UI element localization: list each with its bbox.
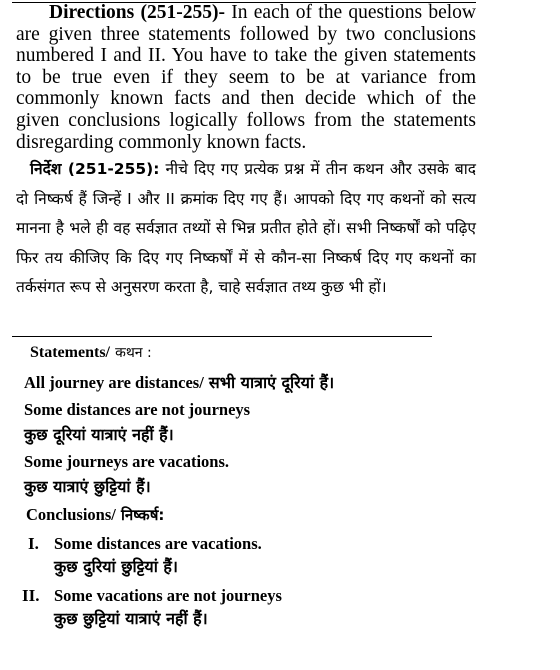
conclusion-1-hi: कुछ दुरियां छुट्टियां हैं। xyxy=(54,557,178,576)
statement-2-en: Some distances are not journeys xyxy=(24,400,251,419)
statements-label-hi: कथन : xyxy=(115,345,152,361)
conclusions-label-en: Conclusions/ xyxy=(26,505,116,524)
section-divider xyxy=(12,336,432,337)
conclusion-1-en-line xyxy=(54,534,262,554)
hindi-directions-heading: निर्देश (251-255): xyxy=(30,160,160,178)
statement-3-en: Some journeys are vacations. xyxy=(24,452,230,471)
statement-2-hi-line xyxy=(24,423,174,445)
conclusion-1-number: I. xyxy=(28,534,39,553)
directions-hindi xyxy=(16,155,476,303)
statements-label-en: Statements/ xyxy=(30,344,110,361)
conclusion-2-hi: कुछ छुट्टियां यात्राएं नहीं हैं। xyxy=(54,609,208,628)
conclusion-2-number: II. xyxy=(22,586,40,605)
statement-1-en: All journey are distances/ xyxy=(24,373,204,392)
directions-body: In each of the questions below are given three statements followed by two conclusions numbered I and II. You have to take the given statements to be true even if they seem to be at variance from commonly known facts and then decide which of the given conclusions logically follows from the statements disregarding commonly known facts. xyxy=(16,2,476,153)
conclusion-1-en: Some distances are vacations. xyxy=(54,534,262,553)
statement-3-hi: कुछ यात्राएं छुट्टियां हैं। xyxy=(24,477,151,496)
statement-1 xyxy=(24,371,334,393)
statement-3-en-line xyxy=(24,452,229,472)
conclusion-2-hi-line xyxy=(54,607,208,629)
directions-heading: Directions (251-255)- xyxy=(49,2,225,23)
conclusion-2-en-line xyxy=(54,586,282,606)
statement-2-en-line xyxy=(24,400,250,420)
conclusions-label xyxy=(26,505,164,525)
statement-1-hi: सभी यात्राएं दूरियां हैं। xyxy=(208,373,335,392)
conclusions-label-hi: निष्कर्ष: xyxy=(120,506,165,524)
directions-english xyxy=(16,2,476,153)
conclusion-1-hi-line xyxy=(54,555,178,577)
conclusion-2-en: Some vacations are not journeys xyxy=(54,586,282,605)
hindi-directions-body: नीचे दिए गए प्रत्येक प्रश्न में तीन कथन और उसके बाद दो निष्कर्ष हैं जिन्हें I और II क्रमांक दिए गए हैं। आपको दिए गए कथनों को सत्य मानना है भले ही वह सर्वज्ञात तथ्यों से भिन्न प्रतीत होते हों। सभी निष्कर्षों को पढ़िए फिर तय कीजिए कि दिए गए निष्कर्षों में से कौन-सा निष्कर्ष दिए गए कथनों का तर्कसंगत रूप से अनुसरण करता है, चाहे सर्वज्ञात तथ्य कुछ भी हों। xyxy=(16,160,476,296)
statement-3-hi-line xyxy=(24,475,151,497)
statement-2-hi: कुछ दूरियां यात्राएं नहीं हैं। xyxy=(24,425,174,444)
statements-label xyxy=(30,342,152,362)
